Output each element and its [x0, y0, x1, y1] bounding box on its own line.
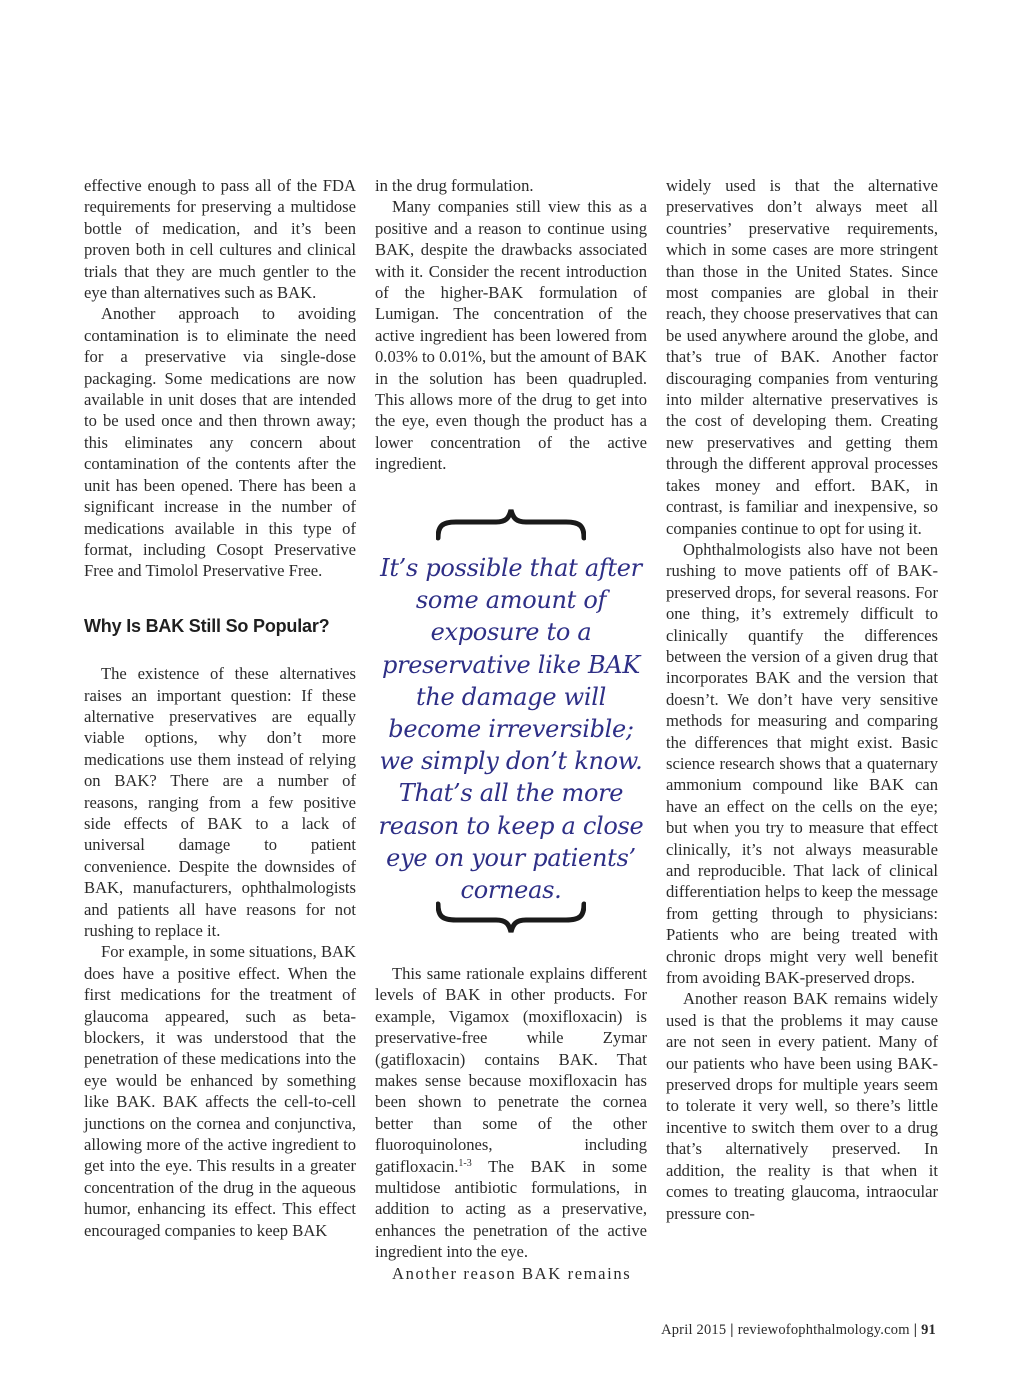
pull-quote: [375, 508, 647, 948]
issue-date: April 2015: [661, 1322, 727, 1338]
paragraph: widely used is that the alternative preservatives don’t always meet all countries’ preservative requirements, which in some cases are more stringent than those in the United States. Since most companies are global in their reach, they choose preservatives that can be used anywhere around the globe, and that’s true of BAK. Another factor discouraging companies from venturing into milder alternative preservatives is the cost of developing them. Creating new preservatives and getting them through the different approval processes takes money and effort. BAK, in contrast, is familiar and inexpensive, so companies continue to opt for using it.: [666, 176, 938, 538]
paragraph: Ophthalmologists also have not been rushing to move patients off of BAK-preserved drops, for several reasons. For one thing, it’s extremely difficult to clinically quantify the differences between the version of a given drug that incorporates BAK and the version that doesn’t. We don’t have very sensitive methods for measuring and comparing the differences that might exist. Basic science research shows that a quaternary ammonium compound like BAK can have an effect on the cells on the eye; but when you try to measure that effect clinically, it’s not always measurable and reproducible. That lack of clinical differentiation helps to keep the message from getting through to physicians: Patients who are being treated with chronic drops might very well benefit from avoiding BAK-preserved drops.: [666, 539, 938, 988]
pull-quote-text: It’s possible that after some amount of exposure to a preservative like BAK the damage will become irreversible; we simply don’t know. That’s all the more reason to keep a close eye on your patients’ corneas.: [378, 554, 644, 905]
paragraph: For example, in some situations, BAK does have a positive effect. When the first medications for the treatment of glaucoma appeared, such as beta-blockers, it was understood that the penetration of these medications into the eye would be enhanced by something like BAK. BAK affects the cell-to-cell junctions on the cornea and conjunctiva, allowing more of the active ingredient to get into the eye. This results in a greater concentration of the drug in the aqueous humor, enhancing its effect. This effect encouraged companies to keep BAK: [84, 942, 356, 1240]
separator: |: [730, 1322, 734, 1338]
paragraph: in the drug formulation.: [375, 176, 534, 195]
paragraph: Another reason BAK remains widely used is that the problems it may cause are not seen in every patient. Many of our patients who have been using BAK-preserved drops for multiple years seem to tolerate it very well, so there’s little incentive to switch them over to a drug that’s alternatively preserved. In addition, the reality is that when it comes to treating glaucoma, intraocular pressure con-: [666, 989, 938, 1223]
paragraph: Another reason BAK remains: [392, 1263, 632, 1283]
paragraph: effective enough to pass all of the FDA requirements for preserving a multidose bottle of medication, and it’s been proven both in cell cultures and clinical trials that they are much gentler to the eye than alternatives such as BAK.: [84, 176, 356, 303]
paragraph: The existence of these alternatives raises an important question: If these alternative preservatives are equally viable options, why don’t more medications use them instead of relying on BAK? There are a number of reasons, ranging from a few positive side effects of BAK to a lack of universal damage to patient convenience. Despite the downsides of BAK, manufacturers, ophthalmologists and patients all have reasons for not rushing to replace it.: [84, 664, 356, 940]
article-column-3: [666, 175, 938, 1224]
paragraph: Many companies still view this as a positive and a reason to continue using BAK, despite the drawbacks associated with it. Consider the recent introduction of the higher-BAK formulation of Lumigan. The concentration of the active ingredient has been lowered from 0.03% to 0.01%, but the amount of BAK in the solution has been quadrupled. This allows more of the drug to get into the eye, even though the product has a lower concentration of the active ingredient.: [375, 197, 647, 474]
section-heading: Why Is BAK Still So Popular?: [84, 615, 330, 636]
page-number: 91: [921, 1322, 936, 1338]
page-footer: [661, 1322, 936, 1339]
website: reviewofophthalmology.com: [737, 1322, 910, 1338]
curly-brace-top-icon: [436, 508, 586, 542]
paragraph-text: This same rationale explains different levels of BAK in other products. For example, Vigamox (moxifloxacin) is preservative-free while Zymar (gatifloxacin) contains BAK. That makes sense because moxifloxacin has been shown to penetrate the cornea better than some of the other fluoroquinolones, including gatifloxacin.: [375, 964, 647, 1176]
separator: |: [913, 1322, 918, 1338]
paragraph: Another approach to avoiding contamination is to eliminate the need for a preservative via single-dose packaging. Some medications are now available in unit doses that are intended to be used once and then thrown away; this eliminates any concern about contamination of the contents after the unit has been opened. There has been a significant increase in the number of medications available in this type of format, including Cosopt Preservative Free and Timolol Preservative Free.: [84, 304, 356, 581]
reference-superscript: 1-3: [458, 1157, 472, 1169]
paragraph: [375, 963, 647, 1263]
article-column-2: [375, 175, 647, 475]
paragraph-text: The BAK in some multidose antibiotic formulations, in addition to acting as a preservative, enhances the penetration of the active ingredient into the eye.: [375, 1156, 647, 1262]
article-column-2-continued: [375, 963, 647, 1284]
article-column-1: [84, 175, 356, 1241]
curly-brace-bottom-icon: [436, 900, 586, 934]
